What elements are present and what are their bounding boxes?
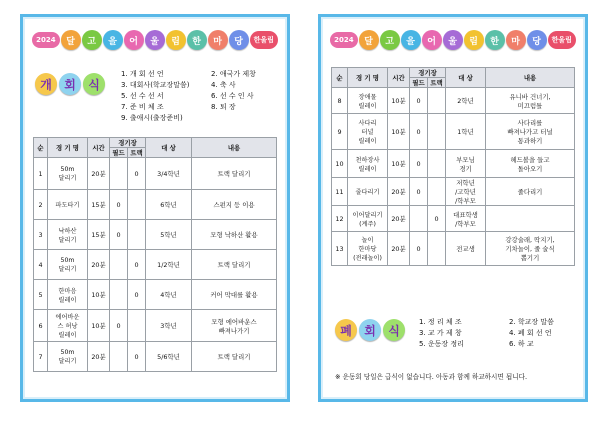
cell-content: 트랙 달리기 xyxy=(192,158,277,190)
cell-content: 유니바 건너기, 미끄럼틀 xyxy=(486,88,575,114)
col-header-field: 필드 xyxy=(110,148,128,158)
cell-track: 0 xyxy=(128,342,146,372)
cell-content: 커어 막대를 활용 xyxy=(192,280,277,310)
col-header-content: 내용 xyxy=(192,138,277,158)
cell-content: 스펀지 등 이용 xyxy=(192,190,277,220)
cell-field xyxy=(110,158,128,190)
cell-no: 12 xyxy=(332,206,348,232)
program-item: 9. 출애시(출장준비) xyxy=(121,114,183,122)
cell-target: 3/4학년 xyxy=(146,158,192,190)
banner-heart-char: 달 xyxy=(359,30,379,50)
table-row xyxy=(332,178,575,206)
left-page xyxy=(20,14,290,402)
cell-field: 0 xyxy=(410,88,428,114)
cell-field: 0 xyxy=(410,178,428,206)
cell-event: 파도타기 xyxy=(48,190,88,220)
cell-time: 15분 xyxy=(88,220,110,250)
closing-program-list xyxy=(419,317,579,353)
cell-no: 3 xyxy=(34,220,48,250)
col-header-field: 필드 xyxy=(410,78,428,88)
banner-heart-char: 한 xyxy=(187,30,207,50)
cell-event: 장애물 릴레이 xyxy=(348,88,388,114)
table-row xyxy=(332,206,575,232)
banner-hearts xyxy=(61,30,249,50)
banner-end-badge: 한울림 xyxy=(250,31,278,49)
cell-target: 5학년 xyxy=(146,220,192,250)
cell-time: 15분 xyxy=(88,190,110,220)
logo-char: 폐 xyxy=(335,319,357,341)
cell-field: 0 xyxy=(410,114,428,150)
cell-event: 천하장사 릴레이 xyxy=(348,150,388,178)
cell-track xyxy=(428,178,446,206)
col-header-track: 트랙 xyxy=(128,148,146,158)
cell-no: 4 xyxy=(34,250,48,280)
table-row xyxy=(34,250,277,280)
cell-track xyxy=(128,190,146,220)
cell-target: 전교생 xyxy=(446,232,486,266)
cell-field: 0 xyxy=(410,232,428,266)
table-row xyxy=(332,232,575,266)
cell-field: 0 xyxy=(410,150,428,178)
cell-track: 0 xyxy=(128,158,146,190)
cell-time: 20분 xyxy=(88,342,110,372)
table-row xyxy=(34,310,277,342)
banner-end-badge: 한울림 xyxy=(548,31,576,49)
logo-char: 식 xyxy=(83,73,105,95)
banner-heart-char: 림 xyxy=(166,30,186,50)
col-header-track: 트랙 xyxy=(428,78,446,88)
cell-event: 50m 달리기 xyxy=(48,158,88,190)
event-banner xyxy=(29,25,281,55)
program-item: 5. 선 수 선 서 xyxy=(121,92,164,100)
col-header-no: 순 xyxy=(34,138,48,158)
cell-no: 10 xyxy=(332,150,348,178)
col-header-place: 경기장 xyxy=(110,138,146,148)
banner-heart-char: 마 xyxy=(208,30,228,50)
program-item: 1. 개 회 선 언 xyxy=(121,70,164,78)
cell-track: 0 xyxy=(428,206,446,232)
cell-track xyxy=(428,232,446,266)
cell-event: 줄다리기 xyxy=(348,178,388,206)
banner-heart-char: 어 xyxy=(124,30,144,50)
cell-time: 10분 xyxy=(88,310,110,342)
banner-heart-char: 마 xyxy=(506,30,526,50)
banner-heart-char: 을 xyxy=(103,30,123,50)
cell-time: 20분 xyxy=(88,158,110,190)
program-item: 2. 학교장 말씀 xyxy=(509,318,554,326)
cell-content xyxy=(486,206,575,232)
table-row xyxy=(34,342,277,372)
banner-heart-char: 당 xyxy=(527,30,547,50)
table-row xyxy=(332,114,575,150)
col-header-event: 경 기 명 xyxy=(48,138,88,158)
closing-ceremony-logo xyxy=(335,319,405,341)
program-item: 3. 대회사(학교장말씀) xyxy=(121,81,190,89)
table-row xyxy=(34,158,277,190)
cell-field xyxy=(110,342,128,372)
cell-content: 헤드볼을 들고 돌아오기 xyxy=(486,150,575,178)
logo-char: 회 xyxy=(359,319,381,341)
cell-field: 0 xyxy=(110,190,128,220)
cell-no: 9 xyxy=(332,114,348,150)
cell-target: 3학년 xyxy=(146,310,192,342)
program-item: 8. 퇴 장 xyxy=(211,103,236,111)
table-row xyxy=(332,150,575,178)
cell-field: 0 xyxy=(110,310,128,342)
table-row xyxy=(34,280,277,310)
program-item: 2. 애국가 제창 xyxy=(211,70,256,78)
col-header-time: 시간 xyxy=(388,68,410,88)
banner-heart-char: 울 xyxy=(145,30,165,50)
schedule-table-left xyxy=(33,137,277,372)
opening-program-list xyxy=(121,69,281,127)
event-banner xyxy=(327,25,579,55)
cell-track xyxy=(428,88,446,114)
banner-heart-char: 한 xyxy=(485,30,505,50)
cell-time: 10분 xyxy=(388,114,410,150)
col-header-event: 경 기 명 xyxy=(348,68,388,88)
cell-track: 0 xyxy=(128,280,146,310)
cell-no: 13 xyxy=(332,232,348,266)
cell-time: 10분 xyxy=(388,150,410,178)
banner-heart-char: 림 xyxy=(464,30,484,50)
cell-target: 부모님 경기 xyxy=(446,150,486,178)
cell-event: 사다리 터널 릴레이 xyxy=(348,114,388,150)
cell-event: 낙하산 달리기 xyxy=(48,220,88,250)
cell-no: 5 xyxy=(34,280,48,310)
cell-track xyxy=(128,220,146,250)
table-row xyxy=(34,220,277,250)
lunch-notice: ※ 운동회 당일은 급식이 없습니다. 아동과 함께 하교하시면 됩니다. xyxy=(335,373,528,381)
cell-no: 1 xyxy=(34,158,48,190)
banner-heart-char: 당 xyxy=(229,30,249,50)
cell-field xyxy=(110,280,128,310)
banner-heart-char: 어 xyxy=(422,30,442,50)
cell-field xyxy=(110,250,128,280)
cell-event: 놀이 한마당 (전래놀이) xyxy=(348,232,388,266)
col-header-target: 대 상 xyxy=(146,138,192,158)
col-header-content: 내용 xyxy=(486,68,575,88)
cell-no: 11 xyxy=(332,178,348,206)
cell-target: 4학년 xyxy=(146,280,192,310)
cell-content: 모형 에어바운스 빠져나가기 xyxy=(192,310,277,342)
cell-field xyxy=(410,206,428,232)
cell-track: 0 xyxy=(128,250,146,280)
cell-field: 0 xyxy=(110,220,128,250)
cell-track xyxy=(428,114,446,150)
year-badge: 2024 xyxy=(32,32,59,48)
banner-heart-char: 고 xyxy=(82,30,102,50)
program-item: 6. 하 교 xyxy=(509,340,534,348)
program-item: 6. 선 수 인 사 xyxy=(211,92,254,100)
cell-target: 2학년 xyxy=(446,88,486,114)
table-row xyxy=(332,88,575,114)
cell-event: 한마음 릴레이 xyxy=(48,280,88,310)
program-item: 4. 폐 회 선 언 xyxy=(509,329,552,337)
cell-content: 줄다리기 xyxy=(486,178,575,206)
table-row xyxy=(34,190,277,220)
cell-time: 20분 xyxy=(388,178,410,206)
cell-target: 저학년 /고학년 /학부모 xyxy=(446,178,486,206)
cell-track xyxy=(128,310,146,342)
opening-ceremony-logo xyxy=(35,73,105,95)
cell-no: 7 xyxy=(34,342,48,372)
cell-target: 6학년 xyxy=(146,190,192,220)
program-item: 1. 정 리 체 조 xyxy=(419,318,462,326)
right-page xyxy=(318,14,588,402)
cell-event: 50m 달리기 xyxy=(48,342,88,372)
cell-target: 1/2학년 xyxy=(146,250,192,280)
program-item: 3. 교 가 제 창 xyxy=(419,329,462,337)
cell-content: 트랙 달리기 xyxy=(192,250,277,280)
col-header-no: 순 xyxy=(332,68,348,88)
cell-no: 2 xyxy=(34,190,48,220)
cell-time: 10분 xyxy=(88,280,110,310)
cell-target: 5/6학년 xyxy=(146,342,192,372)
banner-heart-char: 고 xyxy=(380,30,400,50)
cell-event: 이어달리기 (계주) xyxy=(348,206,388,232)
banner-heart-char: 울 xyxy=(443,30,463,50)
cell-content: 트랙 달리기 xyxy=(192,342,277,372)
cell-content: 사다리를 빠져나가고 터널 통과하기 xyxy=(486,114,575,150)
logo-char: 회 xyxy=(59,73,81,95)
logo-char: 개 xyxy=(35,73,57,95)
cell-content: 모형 낙하산 활용 xyxy=(192,220,277,250)
cell-time: 10분 xyxy=(388,88,410,114)
cell-no: 6 xyxy=(34,310,48,342)
cell-content: 강강술래, 딱지기, 기차놀이, 줄 술식 뽑기기 xyxy=(486,232,575,266)
cell-event: 에어바운 스 허낭 릴레이 xyxy=(48,310,88,342)
banner-heart-char: 달 xyxy=(61,30,81,50)
banner-heart-char: 을 xyxy=(401,30,421,50)
cell-event: 50m 달리기 xyxy=(48,250,88,280)
col-header-place: 경기장 xyxy=(410,68,446,78)
cell-time: 20분 xyxy=(388,206,410,232)
cell-track xyxy=(428,150,446,178)
program-item: 7. 준 비 체 조 xyxy=(121,103,164,111)
cell-time: 20분 xyxy=(88,250,110,280)
schedule-table-right xyxy=(331,67,575,266)
program-item: 5. 운동장 정리 xyxy=(419,340,464,348)
banner-hearts xyxy=(359,30,547,50)
program-item: 4. 축 사 xyxy=(211,81,236,89)
col-header-time: 시간 xyxy=(88,138,110,158)
cell-target: 1학년 xyxy=(446,114,486,150)
cell-time: 20분 xyxy=(388,232,410,266)
year-badge: 2024 xyxy=(330,32,357,48)
logo-char: 식 xyxy=(383,319,405,341)
cell-target: 대표학생 /학부모 xyxy=(446,206,486,232)
cell-no: 8 xyxy=(332,88,348,114)
col-header-target: 대 상 xyxy=(446,68,486,88)
